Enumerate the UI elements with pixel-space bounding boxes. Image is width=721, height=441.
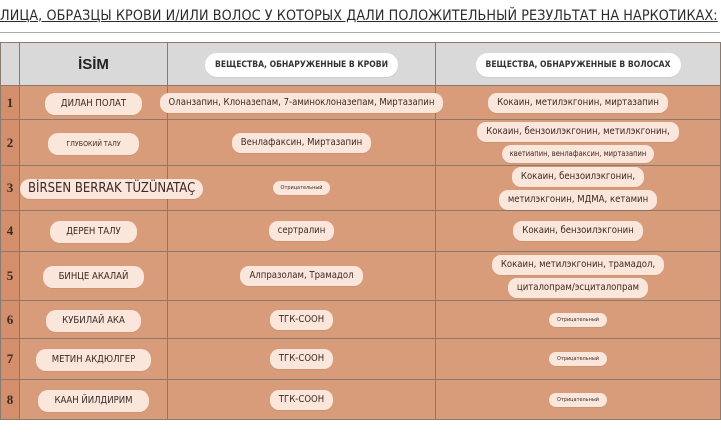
row-number: 8 xyxy=(1,380,20,420)
row-number: 6 xyxy=(1,301,20,339)
hair-substances-cell xyxy=(436,211,721,252)
blood-substances-cell xyxy=(168,166,436,211)
name-cell xyxy=(20,211,168,252)
hair-substance-text: циталопрам/эсциталопрам xyxy=(508,278,648,298)
person-name: ДИЛАН ПОЛАТ xyxy=(45,93,142,115)
hair-substance-text: Отрицательный xyxy=(549,313,607,327)
name-cell xyxy=(20,120,168,166)
name-cell xyxy=(20,252,168,301)
blood-substance-text: ТГК-СООН xyxy=(270,349,333,369)
blood-substances-cell xyxy=(168,252,436,301)
blood-substances-cell xyxy=(168,211,436,252)
hair-substance-text: Отрицательный xyxy=(549,352,607,366)
hair-substance-text: кветиапин, венлафаксин, миртазапин xyxy=(502,145,655,163)
hair-substance-text: метилэкгонин, МДМА, кетамин xyxy=(499,190,657,210)
header-number-cell xyxy=(1,43,20,86)
blood-substance-text: Отрицательный xyxy=(273,181,331,195)
table-body xyxy=(1,86,721,420)
header-blood-label: ВЕЩЕСТВА, ОБНАРУЖЕННЫЕ В КРОВИ xyxy=(205,53,398,77)
table-row xyxy=(1,339,721,380)
results-table xyxy=(0,42,721,420)
blood-substance-text: Венлафаксин, Миртазапин xyxy=(232,133,371,153)
table-row xyxy=(1,166,721,211)
hair-substances-cell xyxy=(436,380,721,420)
header-hair-label: ВЕЩЕСТВА, ОБНАРУЖЕННЫЕ В ВОЛОСАХ xyxy=(476,53,681,77)
hair-substance-text: Отрицательный xyxy=(549,393,607,407)
hair-substance-text: Кокаин, метилэкгонин, трамадол, xyxy=(492,255,664,275)
blood-substance-text: Алпразолам, Трамадол xyxy=(240,266,362,286)
hair-substances-cell xyxy=(436,301,721,339)
person-name: BİRSEN BERRAK TÜZÜNATAÇ xyxy=(20,179,203,199)
hair-substances-cell xyxy=(436,252,721,301)
hair-substance-text: Кокаин, бензоилэкгонин xyxy=(513,221,642,241)
blood-substances-cell xyxy=(168,301,436,339)
hair-substances-cell xyxy=(436,339,721,380)
person-name: КААН ЙИЛДИРИМ xyxy=(38,390,148,412)
person-name: КУБИЛАЙ АКА xyxy=(46,310,141,332)
blood-substance-text: ТГК-СООН xyxy=(270,310,333,330)
blood-substances-cell xyxy=(168,120,436,166)
name-cell xyxy=(20,86,168,120)
blood-substances-cell xyxy=(168,339,436,380)
name-cell xyxy=(20,166,196,211)
row-number: 1 xyxy=(1,86,20,120)
blood-substance-text: ТГК-СООН xyxy=(270,390,333,410)
blood-substances-cell xyxy=(168,86,436,120)
table-row xyxy=(1,252,721,301)
row-number: 2 xyxy=(1,120,20,166)
table-header-row xyxy=(1,43,721,86)
person-name: МЕТИН АКДЮЛГЕР xyxy=(36,349,152,371)
table-row xyxy=(1,380,721,420)
table-row xyxy=(1,120,721,166)
row-number: 5 xyxy=(1,252,20,301)
person-name: БИНЦЕ АКАЛАЙ xyxy=(43,266,145,288)
hair-substances-cell xyxy=(436,120,721,166)
name-cell xyxy=(20,339,168,380)
row-number: 4 xyxy=(1,211,20,252)
person-name: ГЛУБОКИЙ ТАЛУ xyxy=(48,133,138,155)
row-number: 3 xyxy=(1,166,20,211)
hair-substance-text: Кокаин, бензоилэкгонин, метилэкгонин, xyxy=(477,122,679,142)
table-row xyxy=(1,211,721,252)
table-row xyxy=(1,86,721,120)
hair-substances-cell xyxy=(436,86,721,120)
blood-substances-cell xyxy=(168,380,436,420)
header-name: İSİM xyxy=(20,43,168,86)
hair-substances-cell xyxy=(436,166,721,211)
hair-substance-text: Кокаин, метилэкгонин, миртазапин xyxy=(488,93,668,113)
header-hair xyxy=(436,43,721,86)
name-cell xyxy=(20,301,168,339)
page-title: ЛИЦА, ОБРАЗЦЫ КРОВИ И/ИЛИ ВОЛОС У КОТОРЫХ ДАЛИ ПОЛОЖИТЕЛЬНЫЙ РЕЗУЛЬТАТ НА НАРКОТИКАХ: xyxy=(0,8,718,24)
table-row xyxy=(1,301,721,339)
blood-substance-text: Оланзапин, Клоназепам, 7-аминоклоназепам, Миртазапин xyxy=(160,93,444,113)
title-divider xyxy=(0,32,720,33)
header-blood xyxy=(168,43,436,86)
name-cell xyxy=(20,380,168,420)
blood-substance-text: сертралин xyxy=(269,221,335,241)
row-number: 7 xyxy=(1,339,20,380)
hair-substance-text: Кокаин, бензоилэкгонин, xyxy=(512,167,644,187)
person-name: ДЕРЕН ТАЛУ xyxy=(50,221,136,243)
